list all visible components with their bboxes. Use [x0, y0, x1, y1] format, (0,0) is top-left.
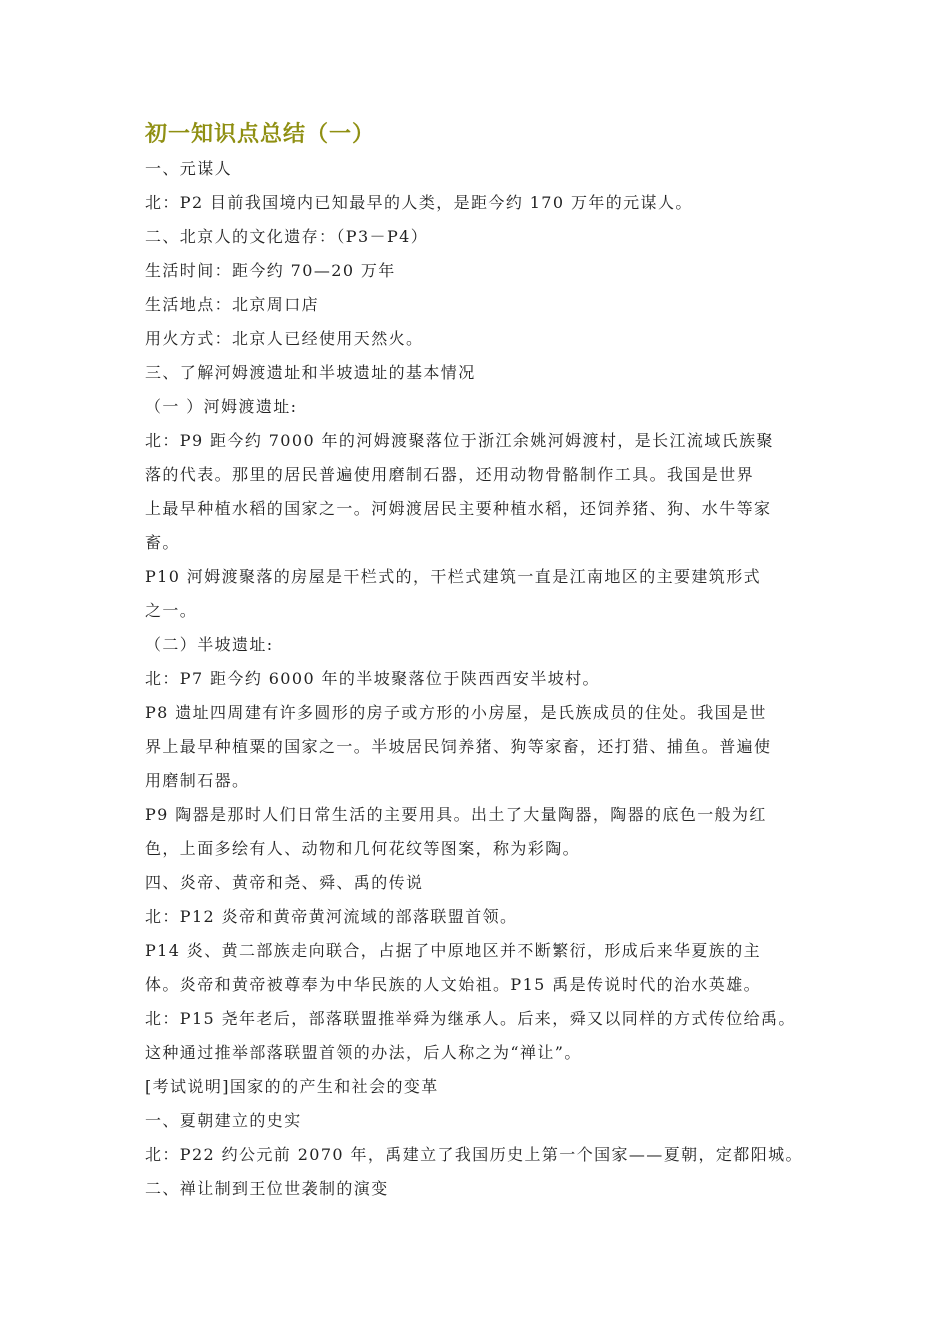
body-line: （二）半坡遗址: — [145, 635, 274, 654]
body-line: 生活地点：北京周口店 — [145, 295, 320, 314]
body-line: 北：P9 距今约 7000 年的河姆渡聚落位于浙江余姚河姆渡村，是长江流域氏族聚 — [145, 431, 774, 450]
body-line: 一、元谋人 — [145, 159, 233, 178]
body-line: （一 ）河姆渡遗址: — [145, 397, 298, 416]
body-line: 三、了解河姆渡遗址和半坡遗址的基本情况 — [145, 363, 476, 382]
body-line: 用火方式：北京人已经使用天然火。 — [145, 329, 424, 348]
body-line: 上最早种植水稻的国家之一。河姆渡居民主要种植水稻，还饲养猪、狗、水牛等家 — [145, 499, 772, 518]
body-line: 体。炎帝和黄帝被尊奉为中华民族的人文始祖。P15 禹是传说时代的治水英雄。 — [145, 975, 762, 994]
body-line: 北：P7 距今约 6000 年的半坡聚落位于陕西西安半坡村。 — [145, 669, 600, 688]
body-line: 二、北京人的文化遗存：（P3－P4） — [145, 227, 429, 246]
body-line: 一、夏朝建立的史实 — [145, 1111, 302, 1130]
body-line: 界上最早种植粟的国家之一。半坡居民饲养猪、狗等家畜，还打猎、捕鱼。普遍使 — [145, 737, 772, 756]
document-title: 初一知识点总结（一） — [145, 122, 376, 147]
body-line: P14 炎、黄二部族走向联合，占据了中原地区并不断繁衍，形成后来华夏族的主 — [145, 941, 762, 960]
body-line: 畜。 — [145, 533, 180, 552]
document-page — [145, 118, 825, 1206]
body-line: P8 遗址四周建有许多圆形的房子或方形的小房屋，是氏族成员的住处。我国是世 — [145, 703, 767, 722]
body-line: P9 陶器是那时人们日常生活的主要用具。出土了大量陶器，陶器的底色一般为红 — [145, 805, 767, 824]
body-line: 用磨制石器。 — [145, 771, 250, 790]
body-line: 北：P2 目前我国境内已知最早的人类，是距今约 170 万年的元谋人。 — [145, 193, 693, 212]
body-line: 之一。 — [145, 601, 198, 620]
body-line: 这种通过推举部落联盟首领的办法，后人称之为“禅让”。 — [145, 1043, 582, 1062]
body-line: 北：P15 尧年老后，部落联盟推举舜为继承人。后来，舜又以同样的方式传位给禹。 — [145, 1009, 796, 1028]
body-line: [考试说明]国家的的产生和社会的变革 — [145, 1077, 439, 1096]
body-line: 北：P12 炎帝和黄帝黄河流域的部落联盟首领。 — [145, 907, 518, 926]
body-line: 落的代表。那里的居民普遍使用磨制石器，还用动物骨骼制作工具。我国是世界 — [145, 465, 755, 484]
body-line: 色，上面多绘有人、动物和几何花纹等图案，称为彩陶。 — [145, 839, 581, 858]
body-line: 四、炎帝、黄帝和尧、舜、禹的传说 — [145, 873, 424, 892]
body-line: 二、禅让制到王位世袭制的演变 — [145, 1179, 389, 1198]
document-body — [145, 152, 825, 1206]
body-line: 北：P22 约公元前 2070 年，禹建立了我国历史上第一个国家——夏朝，定都阳城。 — [145, 1145, 803, 1164]
body-line: 生活时间：距今约 70—20 万年 — [145, 261, 396, 280]
body-line: P10 河姆渡聚落的房屋是干栏式的，干栏式建筑一直是江南地区的主要建筑形式 — [145, 567, 762, 586]
